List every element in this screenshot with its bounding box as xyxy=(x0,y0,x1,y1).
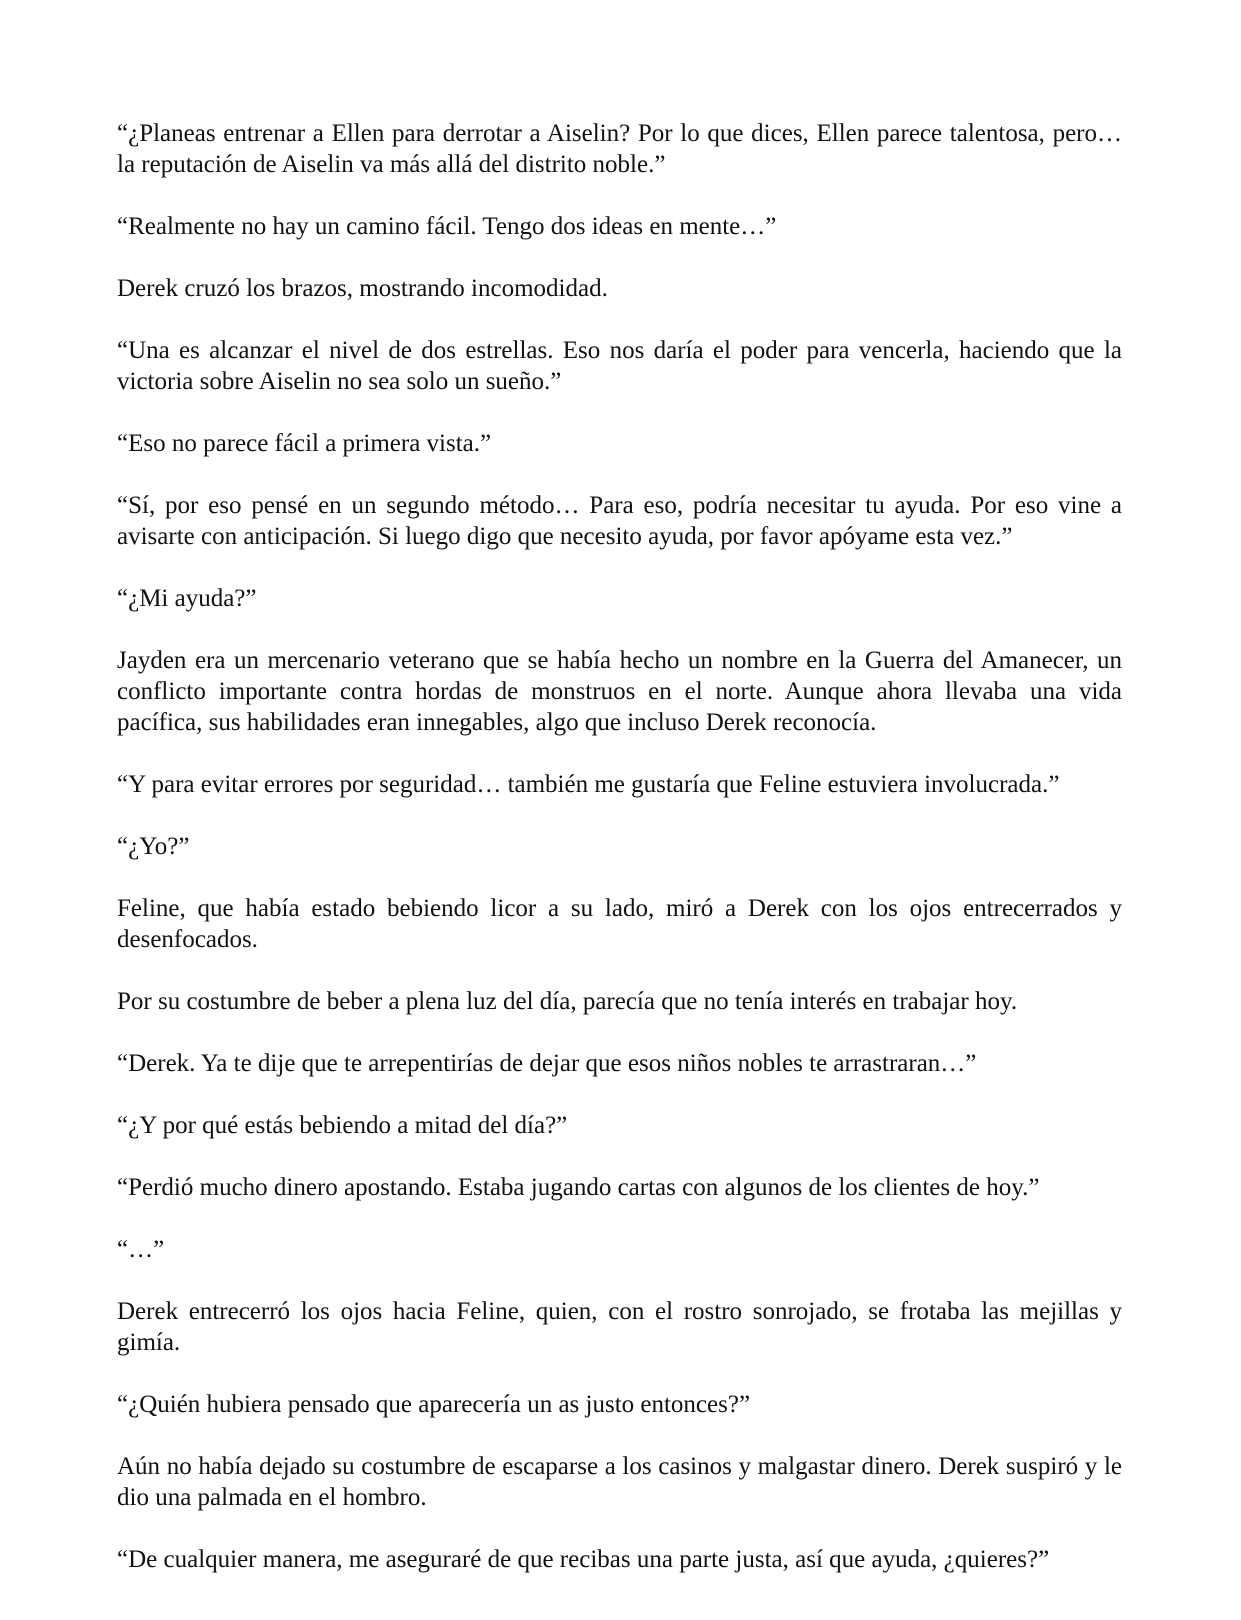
paragraph: “…” xyxy=(117,1236,165,1263)
paragraph: “¿Yo?” xyxy=(117,833,190,860)
paragraph: “Perdió mucho dinero apostando. Estaba jugando cartas con algunos de los clientes de hoy.” xyxy=(117,1174,1040,1201)
paragraph: Derek entrecerró los ojos hacia Feline, quien, con el rostro sonrojado, se frotaba las mejillas y gimía. xyxy=(117,1298,1122,1356)
paragraph: “Realmente no hay un camino fácil. Tengo dos ideas en mente…” xyxy=(117,213,777,240)
paragraph: Derek cruzó los brazos, mostrando incomodidad. xyxy=(117,275,608,302)
paragraph: Feline, que había estado bebiendo licor a su lado, miró a Derek con los ojos entrecerrados y desenfocados. xyxy=(117,895,1122,953)
paragraph: “¿Y por qué estás bebiendo a mitad del día?” xyxy=(117,1112,568,1139)
paragraph: “Y para evitar errores por seguridad… también me gustaría que Feline estuviera involucrada.” xyxy=(117,771,1060,798)
paragraph: Jayden era un mercenario veterano que se había hecho un nombre en la Guerra del Amanecer, un conflicto importante contra hordas de monstruos en el norte. Aunque ahora llevaba una vida pacífica, sus habilidades eran innegables, algo que incluso Derek reconocía. xyxy=(117,647,1122,736)
paragraph: Aún no había dejado su costumbre de escaparse a los casinos y malgastar dinero. Derek suspiró y le dio una palmada en el hombro. xyxy=(117,1453,1122,1511)
paragraph: Por su costumbre de beber a plena luz del día, parecía que no tenía interés en trabajar hoy. xyxy=(117,988,1018,1015)
paragraph: “Eso no parece fácil a primera vista.” xyxy=(117,430,492,457)
paragraph: “Una es alcanzar el nivel de dos estrellas. Eso nos daría el poder para vencerla, haciendo que la victoria sobre Aiselin no sea solo un sueño.” xyxy=(117,337,1122,395)
body-text xyxy=(117,118,1122,1606)
paragraph: “¿Quién hubiera pensado que aparecería un as justo entonces?” xyxy=(117,1391,751,1418)
paragraph: “Derek. Ya te dije que te arrepentirías de dejar que esos niños nobles te arrastraran…” xyxy=(117,1050,977,1077)
paragraph: “Sí, por eso pensé en un segundo método… Para eso, podría necesitar tu ayuda. Por eso vine a avisarte con anticipación. Si luego digo que necesito ayuda, por favor apóyame esta vez.” xyxy=(117,492,1122,550)
paragraph: “De cualquier manera, me aseguraré de que recibas una parte justa, así que ayuda, ¿quieres?” xyxy=(117,1546,1050,1573)
paragraph: “¿Planeas entrenar a Ellen para derrotar a Aiselin? Por lo que dices, Ellen parece talentosa, pero… la reputación de Aiselin va más allá del distrito noble.” xyxy=(117,120,1122,178)
paragraph: “¿Mi ayuda?” xyxy=(117,585,257,612)
